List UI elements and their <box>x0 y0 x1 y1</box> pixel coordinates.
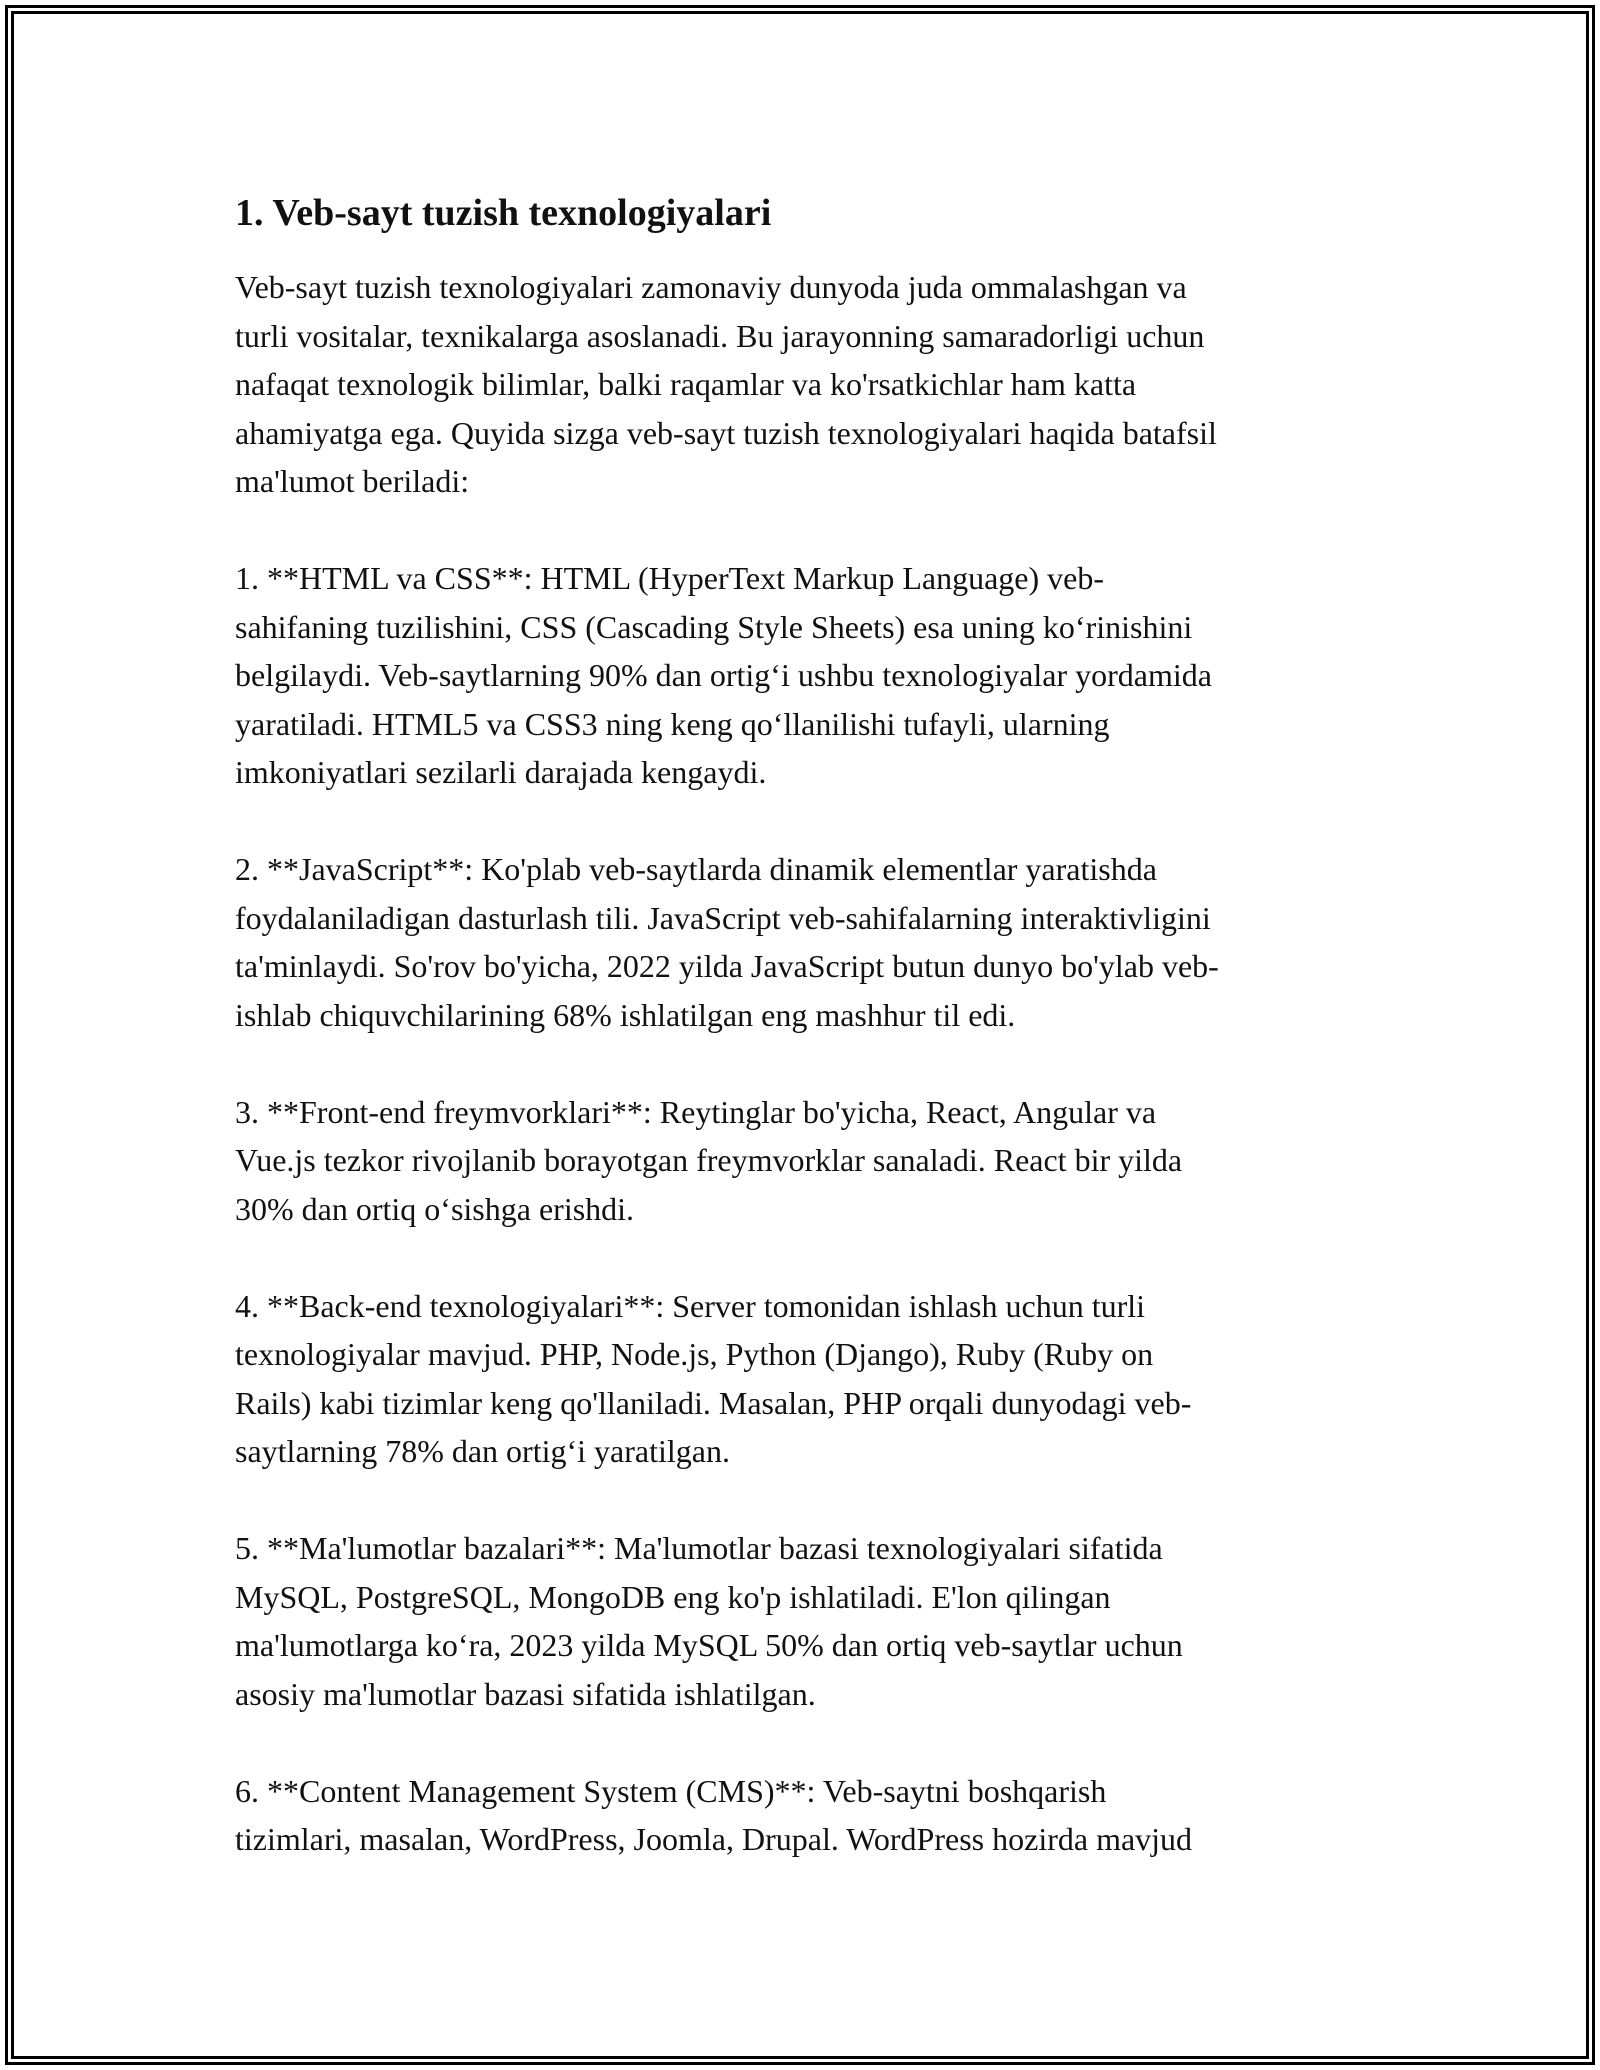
list-item-frontend <box>235 1088 1375 1234</box>
paragraph-line: nafaqat texnologik bilimlar, balki raqamlar va ko'rsatkichlar ham katta <box>235 366 1137 402</box>
paragraph-line: yaratiladi. HTML5 va CSS3 ning keng qo‘llanilishi tufayli, ularning <box>235 705 1110 742</box>
paragraph-line: 1. **HTML va CSS**: HTML (HyperText Markup Language) veb- <box>235 560 1104 596</box>
paragraph-line: 5. **Ma'lumotlar bazalari**: Ma'lumotlar bazasi texnologiyalari sifatida <box>235 1530 1163 1566</box>
paragraph-line: saytlarning 78% dan ortig‘i yaratilgan. <box>235 1433 730 1469</box>
list-item-cms <box>235 1767 1375 1864</box>
paragraph-line: 2. **JavaScript**: Ko'plab veb-saytlarda dinamik elementlar yaratishda <box>235 851 1157 887</box>
paragraph-line: ma'lumotlarga ko‘ra, 2023 yilda MySQL 50% dan ortiq veb-saytlar uchun <box>235 1627 1183 1663</box>
paragraph-line: belgilaydi. Veb-saytlarning 90% dan ortig‘i ushbu texnologiyalar yordamida <box>235 657 1212 693</box>
paragraph-line: sahifaning tuzilishini, CSS (Cascading Style Sheets) esa uning ko‘rinishini <box>235 608 1193 645</box>
paragraph-line: 4. **Back-end texnologiyalari**: Server tomonidan ishlash uchun turli <box>235 1287 1146 1324</box>
paragraph-line: MySQL, PostgreSQL, MongoDB eng ko'p ishlatiladi. E'lon qilingan <box>235 1578 1111 1615</box>
paragraph-line: asosiy ma'lumotlar bazasi sifatida ishlatilgan. <box>235 1675 816 1712</box>
paragraph-line: 3. **Front-end freymvorklari**: Reytinglar bo'yicha, React, Angular va <box>235 1093 1157 1130</box>
paragraph-line: ishlab chiquvchilarining 68% ishlatilgan eng mashhur til edi. <box>235 996 1016 1033</box>
paragraph-line: texnologiyalar mavjud. PHP, Node.js, Python (Django), Ruby (Ruby on <box>235 1336 1154 1372</box>
list-item-javascript <box>235 845 1375 1039</box>
list-item-html-css <box>235 554 1375 797</box>
paragraph-line: turli vositalar, texnikalarga asoslanadi. Bu jarayonning samaradorligi uchun <box>235 317 1205 354</box>
list-item-databases <box>235 1524 1375 1718</box>
document-body <box>235 188 1375 1912</box>
paragraph-line: Rails) kabi tizimlar keng qo'llaniladi. Masalan, PHP orqali dunyodagi veb- <box>235 1384 1192 1421</box>
paragraph-line: Veb-sayt tuzish texnologiyalari zamonaviy dunyoda juda ommalashgan va <box>235 269 1187 305</box>
list-item-backend <box>235 1282 1375 1476</box>
paragraph-line: 30% dan ortiq o‘sishga erishdi. <box>235 1190 635 1227</box>
paragraph-line: imkoniyatlari sezilarli darajada kengaydi. <box>235 754 767 790</box>
paragraph-line: ahamiyatga ega. Quyida sizga veb-sayt tuzish texnologiyalari haqida batafsil <box>235 414 1217 451</box>
paragraph-line: 6. **Content Management System (CMS)**: Veb-saytni boshqarish <box>235 1772 1107 1809</box>
paragraph-line: Vue.js tezkor rivojlanib borayotgan freymvorklar sanaladi. React bir yilda <box>235 1142 1183 1178</box>
paragraph-line: ta'minlaydi. So'rov bo'yicha, 2022 yilda JavaScript butun dunyo bo'ylab veb- <box>235 948 1219 984</box>
paragraph-line: tizimlari, masalan, WordPress, Joomla, Drupal. WordPress hozirda mavjud <box>235 1821 1193 1857</box>
intro-paragraph <box>235 263 1375 506</box>
paragraph-line: ma'lumot beriladi: <box>235 463 470 499</box>
paragraph-line: foydalaniladigan dasturlash tili. JavaScript veb-sahifalarning interaktivligini <box>235 899 1211 936</box>
page-title: 1. Veb-sayt tuzish texnologiyalari <box>235 192 772 234</box>
